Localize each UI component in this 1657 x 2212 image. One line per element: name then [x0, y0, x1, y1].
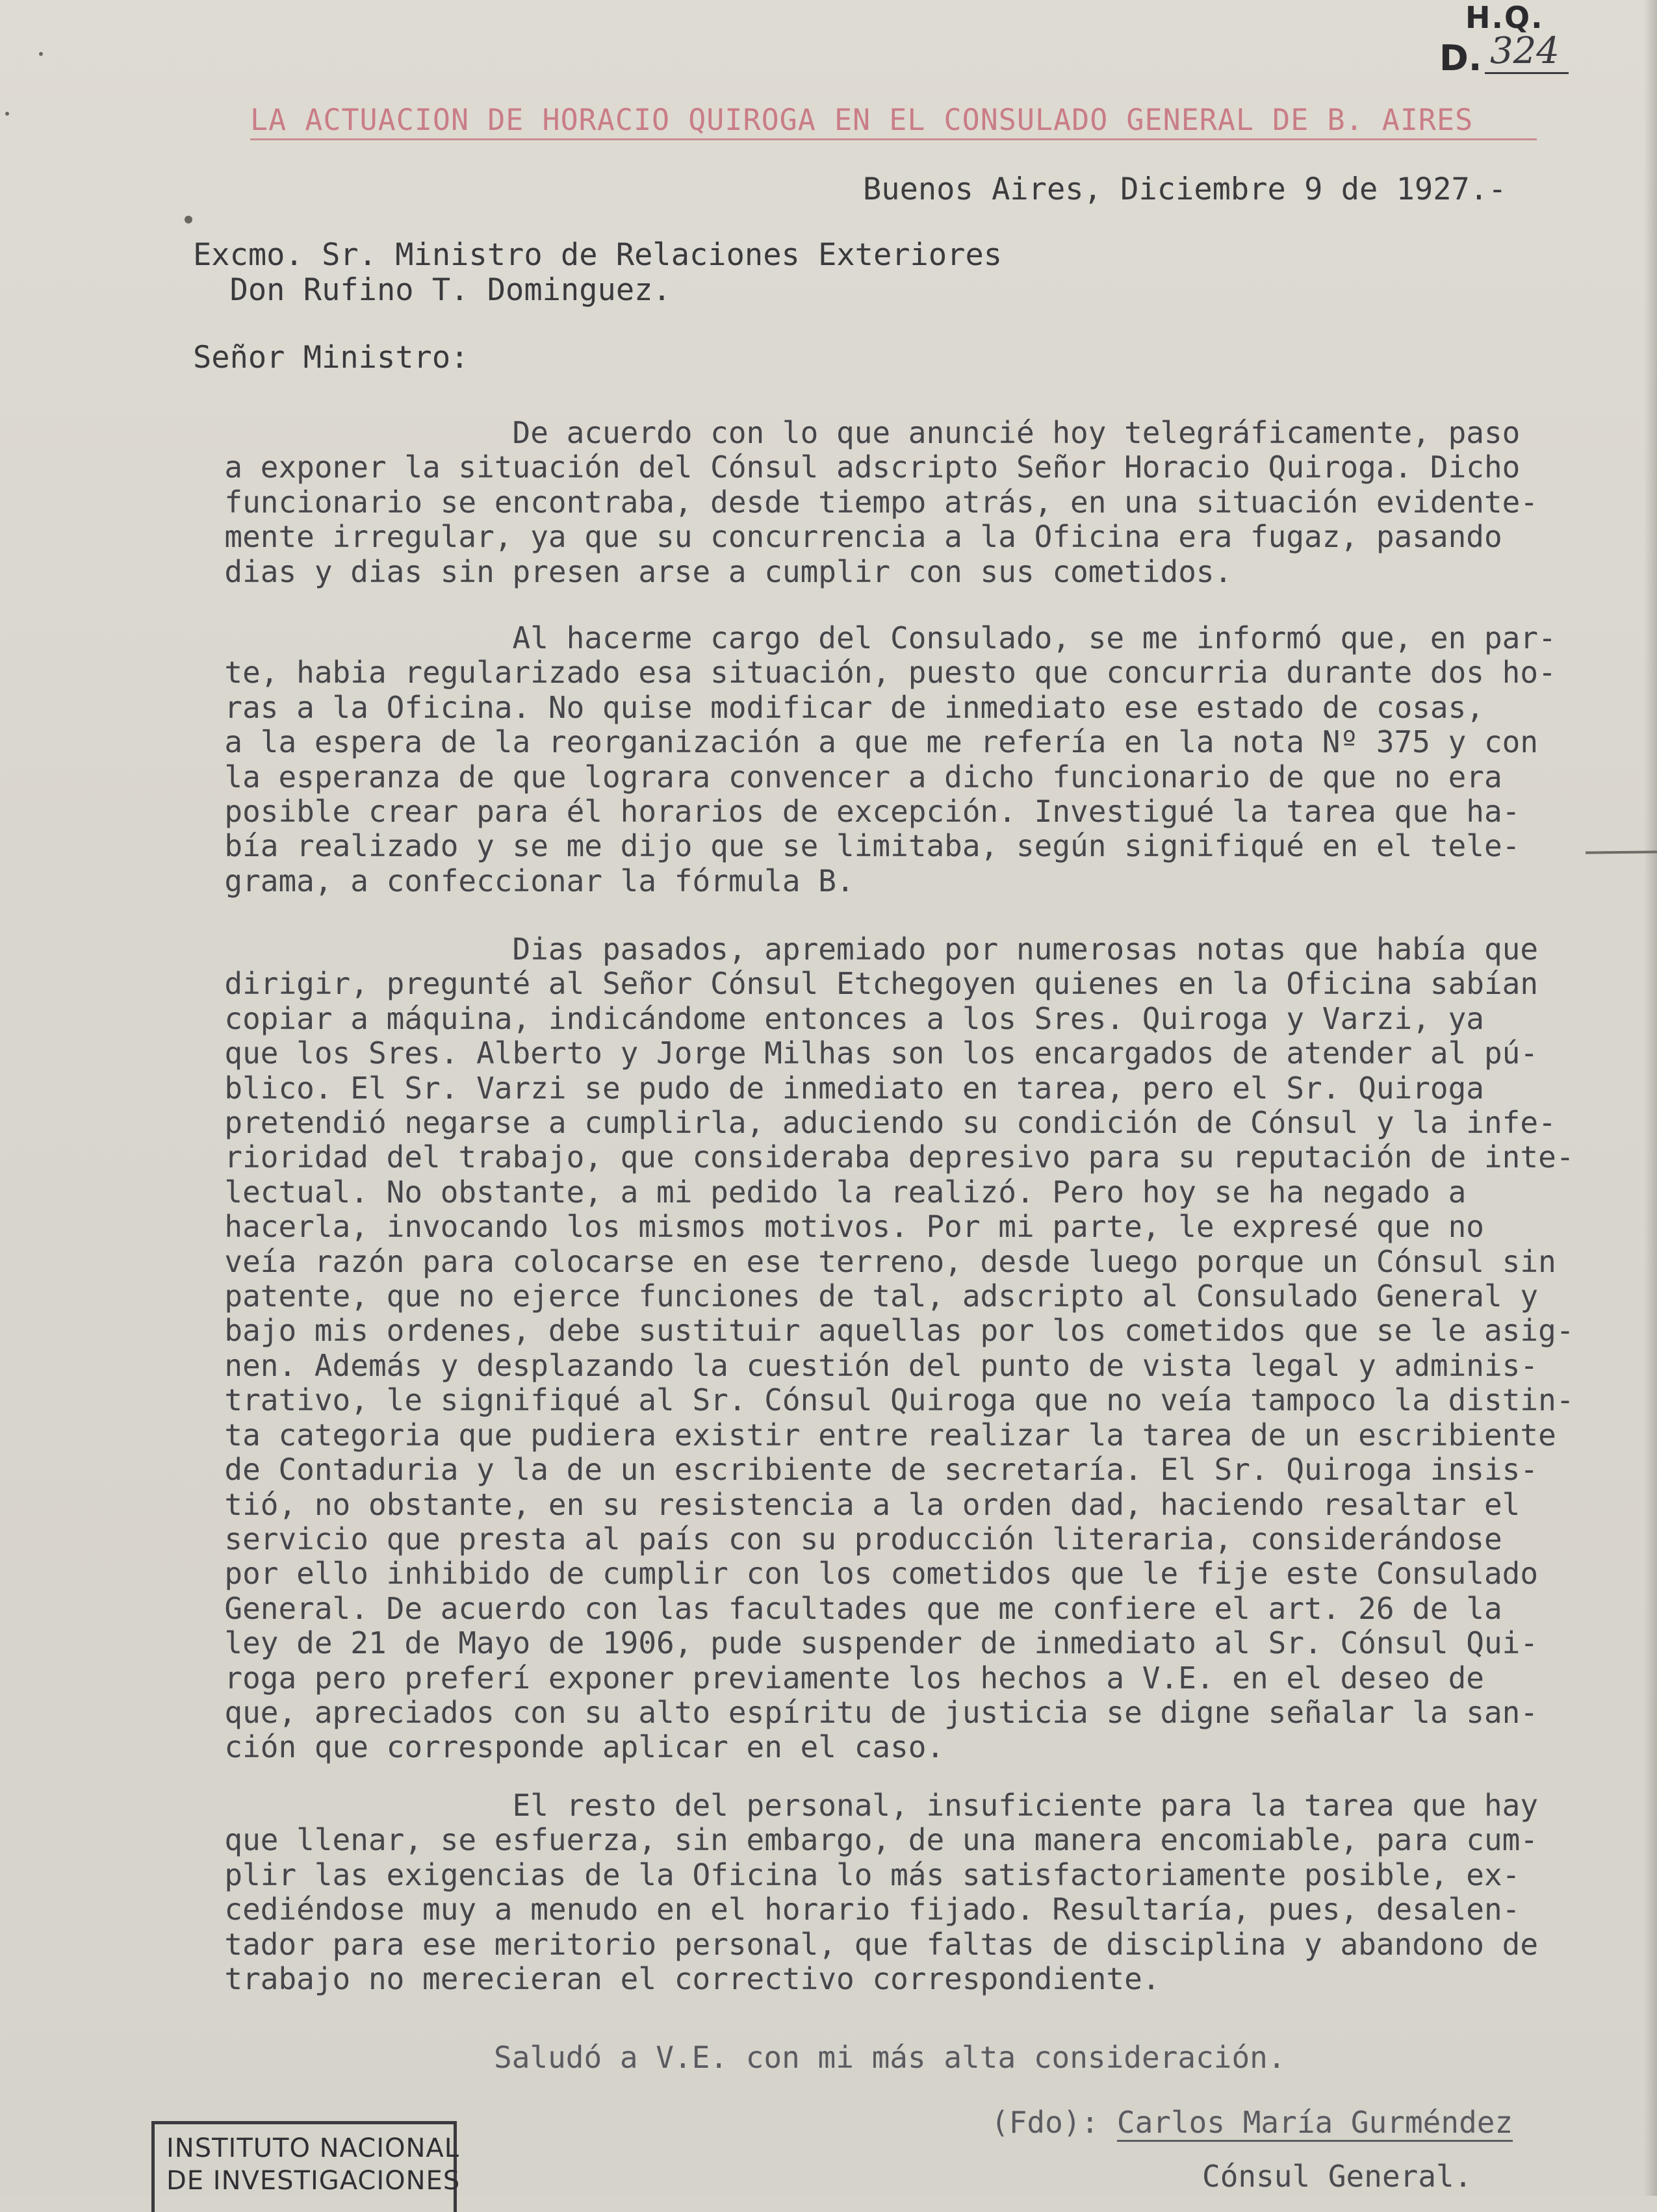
body-paragraph: El resto del personal, insuficiente para la tarea que hay que llenar, se esfuerza, sin embargo, de una manera encomiable, para cum- plir las exigencias de la Oficina lo más satisfactoriamente posible, ex- cediéndose muy a menudo en el horario fijado. Resultaría, pues, desalen- tador para ese meritorio personal, que faltas de disciplina y abandono de trabajo no merecieran el correctivo correspondiente.	[224, 1788, 1539, 1997]
body-paragraph: Al hacerme cargo del Consulado, se me informó que, en par- te, habia regularizado esa situación, puesto que concurria durante dos ho- ras a la Oficina. No quise modificar de inmediato ese estado de cosas, a la espera de la reorganización a que me refería en la nota Nº 375 y con la esperanza de que lograra convencer a dicho funcionario de que no era posible crear para él horarios de excepción. Investigué la tarea que ha- bía realizado y se me dijo que se limitaba, según signifiqué en el tele- grama, a confeccionar la fórmula B.	[224, 620, 1556, 898]
reference-d-prefix: D.	[1439, 38, 1482, 79]
addressee-block	[193, 238, 1002, 308]
reference-hq: H.Q.	[1465, 0, 1544, 35]
addressee-line-1: Excmo. Sr. Ministro de Relaciones Exteriores	[193, 237, 1003, 273]
body-paragraph: Dias pasados, apremiado por numerosas notas que había que dirigir, pregunté al Señor Cónsul Etchegoyen quienes en la Oficina sabían copiar a máquina, indicándome entonces a los Sres. Quiroga y Varzi, ya que los Sres. Alberto y Jorge Milhas son los encargados de atender al pú- blico. El Sr. Varzi se pudo de inmediato en tarea, pero el Sr. Quiroga pretendió negarse a cumplirla, aduciendo su condición de Cónsul y la infe- rioridad del trabajo, que consideraba depresivo para su reputación de inte- lectual. No obstante, a mi pedido la realizó. Pero hoy se ha negado a hacerla, invocando los mismos motivos. Por mi parte, le expresé que no veía razón para colocarse en ese terreno, desde luego porque un Cónsul sin patente, que no ejerce funciones de tal, adscripto al Consulado General y bajo mis ordenes, debe sustituir aquellas por los cometidos que se le asig- nen. Además y desplazando la cuestión del punto de vista legal y adminis- trativo, le signifiqué al Sr. Cónsul Quiroga que no veía tampoco la distin- ta categoria que pudiera existir entre realizar la tarea de un escribiente de Contaduria y la de un escribiente de secretaría. El Sr. Quiroga insis- tió, no obstante, en su resistencia a la orden dad, haciendo resaltar el servicio que presta al país con su producción literaria, considerándose por ello inhibido de cumplir con los cometidos que le fije este Consulado General. De acuerdo con las facultades que me confiere el art. 26 de la ley de 21 de Mayo de 1906, pude suspender de inmediato al Sr. Cónsul Qui- roga pero preferí exponer previamente los hechos a V.E. en el deseo de que, apreciados con su alto espíritu de justicia se digne señalar la san- ción que corresponde aplicar en el caso.	[224, 932, 1574, 1765]
closing-line: Saludó a V.E. con mi más alta consideración.	[494, 2040, 1286, 2075]
signature-prefix: (Fdo):	[991, 2105, 1099, 2140]
letter-date: Buenos Aires, Diciembre 9 de 1927.-	[863, 172, 1507, 207]
signature-title: Cónsul General.	[1202, 2159, 1472, 2194]
body-paragraph: De acuerdo con lo que anuncié hoy telegráficamente, paso a exponer la situación del Cónsul adscripto Señor Horacio Quiroga. Dicho funcionario se encontraba, desde tiempo atrás, en una situación evidente- mente irregular, ya que su concurrencia a la Oficina era fugaz, pasando dias y dias sin presen arse a cumplir con sus cometidos.	[224, 415, 1539, 589]
salutation: Señor Ministro:	[193, 340, 469, 375]
document-headline: LA ACTUACION DE HORACIO QUIROGA EN EL CONSULADO GENERAL DE B. AIRES	[250, 103, 1537, 140]
stamp-line-1: INSTITUTO NACIONAL	[166, 2133, 460, 2163]
signature-line	[991, 2105, 1513, 2140]
ink-speck	[5, 112, 9, 116]
page-edge-shadow	[1644, 0, 1657, 2196]
reference-number: 324	[1485, 30, 1569, 74]
signature-name: Carlos María Gurméndez	[1117, 2105, 1513, 2142]
archive-stamp	[151, 2121, 461, 2212]
addressee-line-2: Don Rufino T. Dominguez.	[229, 272, 671, 308]
stamp-line-2: DE INVESTIGACIONES	[166, 2166, 461, 2196]
ink-speck	[39, 52, 43, 56]
ink-speck	[185, 216, 192, 223]
